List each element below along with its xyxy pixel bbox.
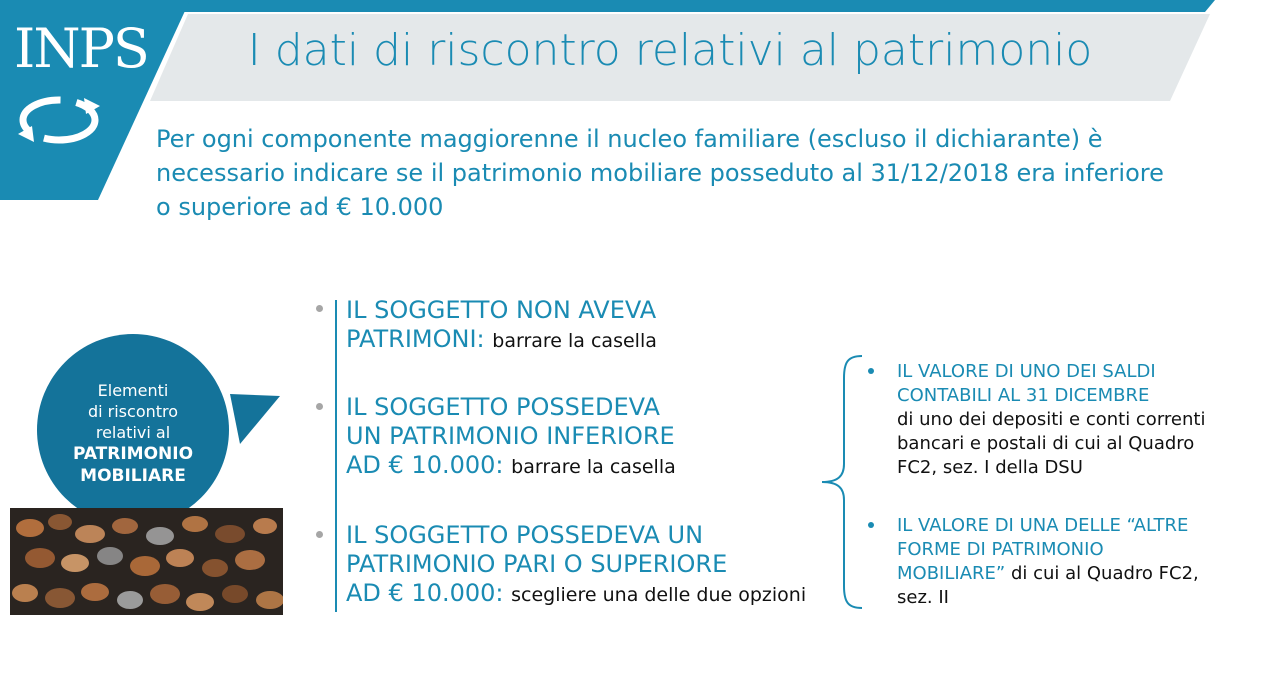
- bubble-bold-1: PATRIMONIO: [72, 444, 194, 464]
- bubble-text: [58, 380, 208, 487]
- sub-bullet-icon: [868, 368, 874, 374]
- circular-arrows-icon: [14, 90, 104, 150]
- sub-option-1-line-5: FC2, sez. I della DSU: [897, 457, 1083, 478]
- option-1-line-1: IL SOGGETTO NON AVEVA: [346, 296, 657, 324]
- bubble-line-1: Elementi: [97, 381, 169, 400]
- bullet-icon: [316, 531, 323, 538]
- bubble-line-3: relativi al: [95, 423, 171, 442]
- option-3-line-2: PATRIMONIO PARI O SUPERIORE: [346, 550, 728, 578]
- option-3-note: scegliere una delle due opzioni: [511, 584, 807, 606]
- sub-option-1-line-2: CONTABILI AL 31 DICEMBRE: [897, 385, 1150, 406]
- option-no-assets: [346, 296, 657, 356]
- options-divider-line: [335, 300, 337, 612]
- sub-bullet-icon: [868, 522, 874, 528]
- option-2-note: barrare la casella: [511, 456, 676, 478]
- sub-option-2-line-2: FORME DI PATRIMONIO: [897, 539, 1104, 560]
- bubble-bold-2: MOBILIARE: [80, 466, 186, 486]
- sub-option-2-line-4: sez. II: [897, 587, 949, 608]
- option-2-line-3: AD € 10.000:: [346, 451, 504, 479]
- page-title: I dati di riscontro relativi al patrimonio: [247, 25, 1093, 76]
- curly-brace-icon: [818, 354, 866, 610]
- option-2-line-2: UN PATRIMONIO INFERIORE: [346, 422, 675, 450]
- sub-option-1-line-1: IL VALORE DI UNO DEI SALDI: [897, 361, 1156, 382]
- option-below-threshold: [346, 393, 676, 482]
- top-accent-bar: [155, 0, 1215, 12]
- bubble-line-2: di riscontro: [87, 402, 179, 421]
- option-1-note: barrare la casella: [492, 330, 657, 352]
- sub-option-2-line-3: MOBILIARE”: [897, 563, 1006, 584]
- option-3-line-1: IL SOGGETTO POSSEDEVA UN: [346, 521, 704, 549]
- bullet-icon: [316, 403, 323, 410]
- sub-option-2-line-3-text: di cui al Quadro FC2,: [1010, 563, 1199, 584]
- coins-image: [10, 508, 283, 615]
- option-2-line-1: IL SOGGETTO POSSEDEVA: [346, 393, 660, 421]
- sub-option-2-line-1: IL VALORE DI UNA DELLE “ALTRE: [897, 515, 1189, 536]
- sub-option-1-line-3: di uno dei depositi e conti correnti: [897, 409, 1206, 430]
- sub-option-1-line-4: bancari e postali di cui al Quadro: [897, 433, 1195, 454]
- sub-option-bank-balance: [897, 360, 1247, 480]
- option-above-threshold: [346, 521, 806, 610]
- option-1-line-2: PATRIMONI:: [346, 325, 485, 353]
- sub-option-other-assets: [897, 514, 1247, 610]
- intro-paragraph: Per ogni componente maggiorenne il nucleo familiare (escluso il dichiarante) è necessario indicare se il patrimonio mobiliare posseduto al 31/12/2018 era inferiore o superiore ad € 10.000: [156, 125, 1164, 221]
- option-3-line-3: AD € 10.000:: [346, 579, 504, 607]
- bullet-icon: [316, 305, 323, 312]
- inps-logo-text: INPS: [14, 17, 148, 80]
